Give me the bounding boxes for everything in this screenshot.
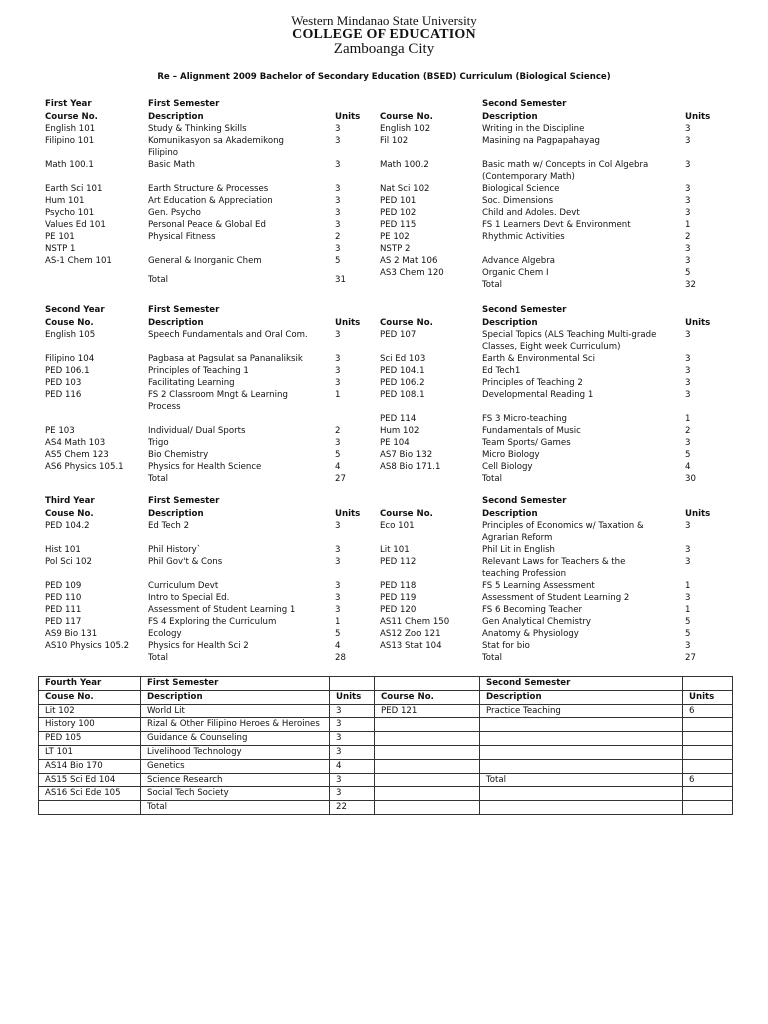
year3-sem2-course-units: 27: [685, 653, 696, 663]
year2-sem1-course-code: PED 103: [45, 378, 82, 388]
year1-sem1-course-desc: Total: [148, 275, 169, 285]
year4-course-desc: Genetics: [141, 759, 330, 773]
year3-sem2-course-desc: Principles of Economics w/ Taxation &: [482, 521, 644, 531]
year1-sem1-course-code: Filipino 101: [45, 136, 95, 146]
year4-course-desc-2: [480, 801, 683, 815]
year4-course-code: History 100: [39, 718, 141, 732]
year4-course-desc: Rizal & Other Filipino Heroes & Heroines: [141, 718, 330, 732]
year1-sem1-course-code: Math 100.1: [45, 160, 94, 170]
year2-sem2-course-units: 4: [685, 462, 691, 472]
year2-sem2-course-desc: Ed Tech1: [482, 366, 521, 376]
year1-sem1-course-units: 3: [335, 160, 341, 170]
year1-sem1-course-desc: General & Inorganic Chem: [148, 256, 262, 266]
year1-sem2-course-code: PED 102: [380, 208, 417, 218]
year2-sem1-course-code: PED 106.1: [45, 366, 90, 376]
year1-sem1-course-code: PE 101: [45, 232, 75, 242]
year3-sem2-course-code: AS12 Zoo 121: [380, 629, 441, 639]
year3-sem2-course-units: 3: [685, 593, 691, 603]
year1-col-desc: Description: [148, 112, 204, 122]
year3-sem1-course-desc: Intro to Special Ed.: [148, 593, 230, 603]
year3-sem1-course-units: 3: [335, 521, 341, 531]
year4-course-desc-2: [480, 745, 683, 759]
year3-sem1-course-desc: Phil Gov't & Cons: [148, 557, 223, 567]
year4-course-desc-2: [480, 787, 683, 801]
year2-sem2-course-units: 3: [685, 378, 691, 388]
year3-sem1-course-code: PED 110: [45, 593, 82, 603]
year2-sem2-course-code: PED 107: [380, 330, 417, 340]
year4-course-desc: Livelihood Technology: [141, 745, 330, 759]
year2-sem1-course-units: 2: [335, 426, 341, 436]
year2-sem1-course-code: PE 103: [45, 426, 75, 436]
year1-sem1-course-code: NSTP 1: [45, 244, 76, 254]
year2-sem2-course-desc: Cell Biology: [482, 462, 533, 472]
year3-sem2-course-units: 5: [685, 617, 691, 627]
year4-course-desc-2: [480, 732, 683, 746]
year1-sem2-course-code: NSTP 2: [380, 244, 411, 254]
year4-col-course: Couse No.: [39, 690, 141, 704]
year3-sem1-course-code: Hist 101: [45, 545, 81, 555]
year4-col-desc-2: Description: [480, 690, 683, 704]
year1-sem1-course-code: Earth Sci 101: [45, 184, 103, 194]
year2-sem2-course-desc: Total: [482, 474, 503, 484]
year2-sem2-course-code: PED 106.2: [380, 378, 425, 388]
year1-col-units-2: Units: [685, 112, 711, 122]
year4-course-units-2: 6: [683, 773, 733, 787]
year1-sem1-course-code: Psycho 101: [45, 208, 95, 218]
year1-sem1-course-units: 3: [335, 196, 341, 206]
year4-course-desc: Science Research: [141, 773, 330, 787]
year2-sem2-course-units: 3: [685, 390, 691, 400]
year2-sem1-course-desc: Pagbasa at Pagsulat sa Pananaliksik: [148, 354, 303, 364]
year3-sem1-course-units: 1: [335, 617, 341, 627]
table-row: [39, 690, 733, 704]
year2-sem2-course-units: 5: [685, 450, 691, 460]
year4-course-code-2: [375, 745, 480, 759]
year2-sem2-course-code: PE 104: [380, 438, 410, 448]
year4-course-code: AS14 Bio 170: [39, 759, 141, 773]
year1-sem2-course-units: 3: [685, 136, 691, 146]
year2-sem2-course-code: AS8 Bio 171.1: [380, 462, 441, 472]
year3-sem2-course-code: PED 112: [380, 557, 417, 567]
header-university: Western Mindanao State University: [291, 13, 477, 28]
year3-col-units: Units: [335, 509, 361, 519]
year2-sem1-course-code: AS4 Math 103: [45, 438, 106, 448]
year4-course-units: 3: [330, 745, 375, 759]
year2-sem1-course-units: 3: [335, 354, 341, 364]
year2-sem2-course-desc: Developmental Reading 1: [482, 390, 594, 400]
year3-sem1-course-units: 3: [335, 605, 341, 615]
year3-sem2-title: Second Semester: [482, 496, 567, 506]
year2-sem1-course-units: 27: [335, 474, 346, 484]
year3-sem2-course-code: Lit 101: [380, 545, 410, 555]
year1-sem2-course-desc: Advance Algebra: [482, 256, 555, 266]
year4-course-code-2: [375, 787, 480, 801]
year2-sem2-course-units: 3: [685, 354, 691, 364]
year4-course-code: [39, 801, 141, 815]
year4-course-units: 3: [330, 773, 375, 787]
year4-course-desc-2: [480, 718, 683, 732]
year1-sem2-course-desc: Total: [482, 280, 503, 290]
year3-sem1-course-desc: Curriculum Devt: [148, 581, 219, 591]
year4-course-desc: World Lit: [141, 704, 330, 718]
year1-sem1-course-units: 3: [335, 220, 341, 230]
year1-sem2-course-code: PED 115: [380, 220, 417, 230]
year1-sem1-course-units: 3: [335, 124, 341, 134]
year2-sem1-course-desc: FS 2 Classroom Mngt & Learning: [148, 390, 288, 400]
year2-sem1-course-code: English 105: [45, 330, 96, 340]
fourth-year-table: [38, 676, 733, 815]
year2-sem1-course-units: 4: [335, 462, 341, 472]
year4-course-units-2: [683, 759, 733, 773]
year4-course-units-2: [683, 787, 733, 801]
year2-sem2-course-code: AS7 Bio 132: [380, 450, 433, 460]
year2-sem1-course-code: PED 116: [45, 390, 82, 400]
year1-sem1-course-code: Values Ed 101: [45, 220, 106, 230]
year2-sem2-course-code: PED 104.1: [380, 366, 425, 376]
year1-sem2-course-units: 3: [685, 208, 691, 218]
year2-sem2-course-desc: Team Sports/ Games: [482, 438, 571, 448]
year4-course-desc: Guidance & Counseling: [141, 732, 330, 746]
year4-course-code: LT 101: [39, 745, 141, 759]
table-row: [39, 718, 733, 732]
year3-sem2-course-units: 1: [685, 605, 691, 615]
year1-sem1-course-desc: Filipino: [148, 148, 179, 158]
year1-col-units: Units: [335, 112, 361, 122]
year1-sem2-course-code: PE 102: [380, 232, 410, 242]
year3-sem2-course-desc: Anatomy & Physiology: [482, 629, 579, 639]
year1-col-course-2: Course No.: [380, 112, 433, 122]
year4-course-desc: Total: [141, 801, 330, 815]
year4-course-code-2: [375, 732, 480, 746]
year3-sem1-course-desc: Total: [148, 653, 169, 663]
year3-col-units-2: Units: [685, 509, 711, 519]
year3-sem2-course-desc: FS 5 Learning Assessment: [482, 581, 595, 591]
year1-sem2-course-desc: Soc. Dimensions: [482, 196, 554, 206]
year3-sem1-course-units: 3: [335, 593, 341, 603]
year1-sem2-course-code: AS 2 Mat 106: [380, 256, 438, 266]
year4-course-code-2: [375, 773, 480, 787]
year4-course-code: Lit 102: [39, 704, 141, 718]
year4-course-desc-2: Practice Teaching: [480, 704, 683, 718]
year4-course-units: 3: [330, 787, 375, 801]
year2-sem2-course-code: PED 114: [380, 414, 417, 424]
year4-sem2-title: Second Semester: [480, 677, 683, 691]
year1-sem2-course-desc: Masining na Pagpapahayag: [482, 136, 600, 146]
year3-sem2-course-desc: Gen Analytical Chemistry: [482, 617, 592, 627]
year3-sem2-course-units: 3: [685, 641, 691, 651]
year2-sem2-course-code: Hum 102: [380, 426, 420, 436]
year3-sem1-course-units: 3: [335, 557, 341, 567]
year4-course-units-2: [683, 732, 733, 746]
year1-col-course: Course No.: [45, 112, 98, 122]
year1-sem2-course-units: 1: [685, 220, 691, 230]
table-row: [39, 787, 733, 801]
year2-sem1-course-desc: Physics for Health Science: [148, 462, 262, 472]
year2-sem1-course-units: 5: [335, 450, 341, 460]
year2-sem1-course-units: 3: [335, 438, 341, 448]
year1-sem2-course-units: 3: [685, 184, 691, 194]
year1-sem2-course-units: 5: [685, 268, 691, 278]
year2-sem2-course-desc: Earth & Environmental Sci: [482, 354, 596, 364]
year1-sem2-course-code: AS3 Chem 120: [380, 268, 444, 278]
year4-course-code-2: PED 121: [375, 704, 480, 718]
year3-sem2-course-desc: Total: [482, 653, 503, 663]
year1-col-desc-2: Description: [482, 112, 538, 122]
year1-sem1-course-units: 3: [335, 184, 341, 194]
year4-course-code: AS15 Sci Ed 104: [39, 773, 141, 787]
year1-sem2-course-code: English 102: [380, 124, 431, 134]
year3-sem2-course-units: 1: [685, 581, 691, 591]
year4-course-units: 3: [330, 718, 375, 732]
year1-sem2-course-code: Math 100.2: [380, 160, 429, 170]
year3-sem2-course-desc: Relevant Laws for Teachers & the: [482, 557, 626, 567]
year3-col-course-2: Course No.: [380, 509, 433, 519]
year4-col-units: Units: [330, 690, 375, 704]
year2-sem2-course-desc: Special Topics (ALS Teaching Multi-grade: [482, 330, 657, 340]
year1-sem2-course-desc: Biological Science: [482, 184, 560, 194]
year3-sem1-course-units: 4: [335, 641, 341, 651]
year2-sem2-course-desc: Fundamentals of Music: [482, 426, 581, 436]
year3-sem2-course-desc: teaching Profession: [482, 569, 567, 579]
year2-sem2-course-units: 3: [685, 330, 691, 340]
year4-title: Fourth Year: [39, 677, 141, 691]
year4-course-units: 4: [330, 759, 375, 773]
year1-sem2-course-desc: Basic math w/ Concepts in Col Algebra: [482, 160, 649, 170]
curriculum-subtitle: Re – Alignment 2009 Bachelor of Secondary Education (BSED) Curriculum (Biological Science): [157, 72, 611, 82]
year1-sem1-course-code: English 101: [45, 124, 96, 134]
year1-sem1-course-units: 3: [335, 244, 341, 254]
year3-sem1-course-code: Pol Sci 102: [45, 557, 92, 567]
year1-sem2-course-desc: Child and Adoles. Devt: [482, 208, 580, 218]
year1-sem2-course-desc: (Contemporary Math): [482, 172, 575, 182]
year3-sem2-course-desc: Assessment of Student Learning 2: [482, 593, 630, 603]
year3-col-course: Couse No.: [45, 509, 94, 519]
year4-course-code-2: [375, 801, 480, 815]
year1-sem1-course-units: 5: [335, 256, 341, 266]
year1-sem2-course-desc: Writing in the Discipline: [482, 124, 585, 134]
year4-course-units-2: [683, 745, 733, 759]
table-row: [39, 773, 733, 787]
year3-title: Third Year: [45, 496, 95, 506]
year1-sem2-course-code: PED 101: [380, 196, 417, 206]
year1-sem2-course-desc: FS 1 Learners Devt & Environment: [482, 220, 631, 230]
header-college: COLLEGE OF EDUCATION: [292, 27, 476, 42]
year3-sem2-course-desc: Stat for bio: [482, 641, 530, 651]
year3-sem2-course-desc: Phil Lit in English: [482, 545, 556, 555]
table-row: [39, 677, 733, 691]
year3-sem2-course-units: 3: [685, 521, 691, 531]
year1-sem2-course-units: 32: [685, 280, 696, 290]
year2-col-desc: Description: [148, 318, 204, 328]
year2-col-units-2: Units: [685, 318, 711, 328]
year1-sem2-course-code: Nat Sci 102: [380, 184, 430, 194]
year3-sem2-course-desc: FS 6 Becoming Teacher: [482, 605, 583, 615]
table-row: [39, 704, 733, 718]
year3-sem2-course-code: PED 120: [380, 605, 417, 615]
year1-sem2-course-desc: Organic Chem I: [482, 268, 549, 278]
year3-sem2-course-units: 5: [685, 629, 691, 639]
year1-sem1-course-desc: Basic Math: [148, 160, 195, 170]
year2-sem1-course-desc: Bio Chemistry: [148, 450, 209, 460]
year3-sem2-course-code: PED 119: [380, 593, 417, 603]
year1-sem1-course-desc: Komunikasyon sa Akademikong: [148, 136, 284, 146]
year3-sem2-course-code: AS13 Stat 104: [380, 641, 442, 651]
year2-col-units: Units: [335, 318, 361, 328]
year4-course-units: 22: [330, 801, 375, 815]
year2-sem1-course-desc: Trigo: [148, 438, 169, 448]
year3-sem2-course-units: 3: [685, 545, 691, 555]
year4-course-desc: Social Tech Society: [141, 787, 330, 801]
year4-col-desc: Description: [141, 690, 330, 704]
year1-sem2-course-units: 3: [685, 124, 691, 134]
year4-course-code-2: [375, 718, 480, 732]
year2-sem1-course-code: AS6 Physics 105.1: [45, 462, 124, 472]
year2-sem2-course-desc: Classes, Eight week Curriculum): [482, 342, 621, 352]
year2-sem1-course-code: Filipino 104: [45, 354, 95, 364]
year2-sem1-course-units: 3: [335, 330, 341, 340]
year1-sem1-course-desc: Art Education & Appreciation: [148, 196, 273, 206]
year1-sem1-course-units: 2: [335, 232, 341, 242]
year2-col-course: Couse No.: [45, 318, 94, 328]
year4-course-units-2: [683, 718, 733, 732]
year2-sem2-course-units: 1: [685, 414, 691, 424]
year1-sem2-course-code: Fil 102: [380, 136, 409, 146]
year1-sem1-course-desc: Physical Fitness: [148, 232, 216, 242]
year2-sem1-course-code: AS5 Chem 123: [45, 450, 109, 460]
table-row: [39, 745, 733, 759]
year2-sem1-course-desc: Total: [148, 474, 169, 484]
table-row: [39, 759, 733, 773]
year1-sem2-course-units: 3: [685, 196, 691, 206]
year4-course-units: 3: [330, 704, 375, 718]
year2-sem1-course-desc: Facilitating Learning: [148, 378, 235, 388]
year4-course-desc-2: Total: [480, 773, 683, 787]
year3-sem2-course-code: Eco 101: [380, 521, 415, 531]
year3-sem2-course-desc: Agrarian Reform: [482, 533, 553, 543]
year3-col-desc: Description: [148, 509, 204, 519]
year2-sem1-course-desc: Process: [148, 402, 181, 412]
year4-course-units-2: 6: [683, 704, 733, 718]
year3-sem2-course-code: PED 118: [380, 581, 417, 591]
year2-sem1-course-units: 3: [335, 378, 341, 388]
year1-sem2-course-units: 3: [685, 160, 691, 170]
year2-sem2-course-units: 3: [685, 366, 691, 376]
year3-sem1-course-code: PED 104.2: [45, 521, 90, 531]
year1-sem1-course-units: 3: [335, 136, 341, 146]
year3-sem1-course-desc: Ecology: [148, 629, 182, 639]
year4-course-desc-2: [480, 759, 683, 773]
year2-col-course-2: Course No.: [380, 318, 433, 328]
year4-col-units-2: Units: [683, 690, 733, 704]
year3-sem1-course-units: 28: [335, 653, 346, 663]
year2-sem2-course-units: 3: [685, 438, 691, 448]
year3-sem2-course-code: AS11 Chem 150: [380, 617, 450, 627]
year3-sem1-course-desc: Physics for Health Sci 2: [148, 641, 249, 651]
year3-sem1-course-code: PED 117: [45, 617, 82, 627]
year2-sem1-course-units: 1: [335, 390, 341, 400]
year2-sem1-course-desc: Speech Fundamentals and Oral Com.: [148, 330, 308, 340]
year2-sem2-course-desc: Micro Biology: [482, 450, 540, 460]
year1-sem2-course-units: 2: [685, 232, 691, 242]
year3-sem1-course-desc: Ed Tech 2: [148, 521, 190, 531]
year2-sem1-title: First Semester: [148, 305, 220, 315]
year4-course-code: PED 105: [39, 732, 141, 746]
year1-sem1-course-units: 31: [335, 275, 346, 285]
year2-sem2-course-desc: FS 3 Micro-teaching: [482, 414, 567, 424]
year1-sem1-title: First Semester: [148, 99, 220, 109]
year3-sem1-course-code: PED 109: [45, 581, 82, 591]
year2-sem1-course-desc: Principles of Teaching 1: [148, 366, 249, 376]
year2-title: Second Year: [45, 305, 105, 315]
year2-sem2-course-units: 30: [685, 474, 696, 484]
year3-sem1-course-code: AS10 Physics 105.2: [45, 641, 130, 651]
year3-col-desc-2: Description: [482, 509, 538, 519]
header-city: Zamboanga City: [333, 41, 435, 57]
year2-sem2-course-code: PED 108.1: [380, 390, 425, 400]
year4-course-code: AS16 Sci Ede 105: [39, 787, 141, 801]
year1-sem1-course-desc: Personal Peace & Global Ed: [148, 220, 266, 230]
year2-sem2-title: Second Semester: [482, 305, 567, 315]
year1-title: First Year: [45, 99, 92, 109]
year3-sem1-course-desc: FS 4 Exploring the Curriculum: [148, 617, 277, 627]
year3-sem1-course-units: 5: [335, 629, 341, 639]
year1-sem1-course-units: 3: [335, 208, 341, 218]
year4-col-course-2: Course No.: [375, 690, 480, 704]
year3-sem1-course-desc: Phil History`: [148, 545, 202, 555]
year2-sem1-course-units: 3: [335, 366, 341, 376]
year3-sem1-title: First Semester: [148, 496, 220, 506]
year1-sem1-course-desc: Earth Structure & Processes: [148, 184, 269, 194]
year3-sem1-course-code: PED 111: [45, 605, 82, 615]
year1-sem1-course-code: AS-1 Chem 101: [45, 256, 112, 266]
year2-sem2-course-desc: Principles of Teaching 2: [482, 378, 583, 388]
year3-sem1-course-units: 3: [335, 545, 341, 555]
table-row: [39, 801, 733, 815]
year1-sem1-course-desc: Gen. Psycho: [148, 208, 201, 218]
year1-sem1-course-desc: Study & Thinking Skills: [148, 124, 247, 134]
year4-course-units-2: [683, 801, 733, 815]
year4-course-code-2: [375, 759, 480, 773]
year1-sem2-course-units: 3: [685, 256, 691, 266]
year2-sem2-course-code: Sci Ed 103: [380, 354, 426, 364]
year1-sem2-course-units: 3: [685, 244, 691, 254]
year2-col-desc-2: Description: [482, 318, 538, 328]
year2-sem1-course-desc: Individual/ Dual Sports: [148, 426, 246, 436]
year1-sem2-title: Second Semester: [482, 99, 567, 109]
year2-sem2-course-units: 2: [685, 426, 691, 436]
year4-sem1-title: First Semester: [141, 677, 330, 691]
year1-sem1-course-code: Hum 101: [45, 196, 85, 206]
year4-course-units: 3: [330, 732, 375, 746]
year3-sem1-course-desc: Assessment of Student Learning 1: [148, 605, 296, 615]
year3-sem1-course-units: 3: [335, 581, 341, 591]
year1-sem2-course-desc: Rhythmic Activities: [482, 232, 565, 242]
year3-sem1-course-code: AS9 Bio 131: [45, 629, 98, 639]
year3-sem2-course-units: 3: [685, 557, 691, 567]
table-row: [39, 732, 733, 746]
